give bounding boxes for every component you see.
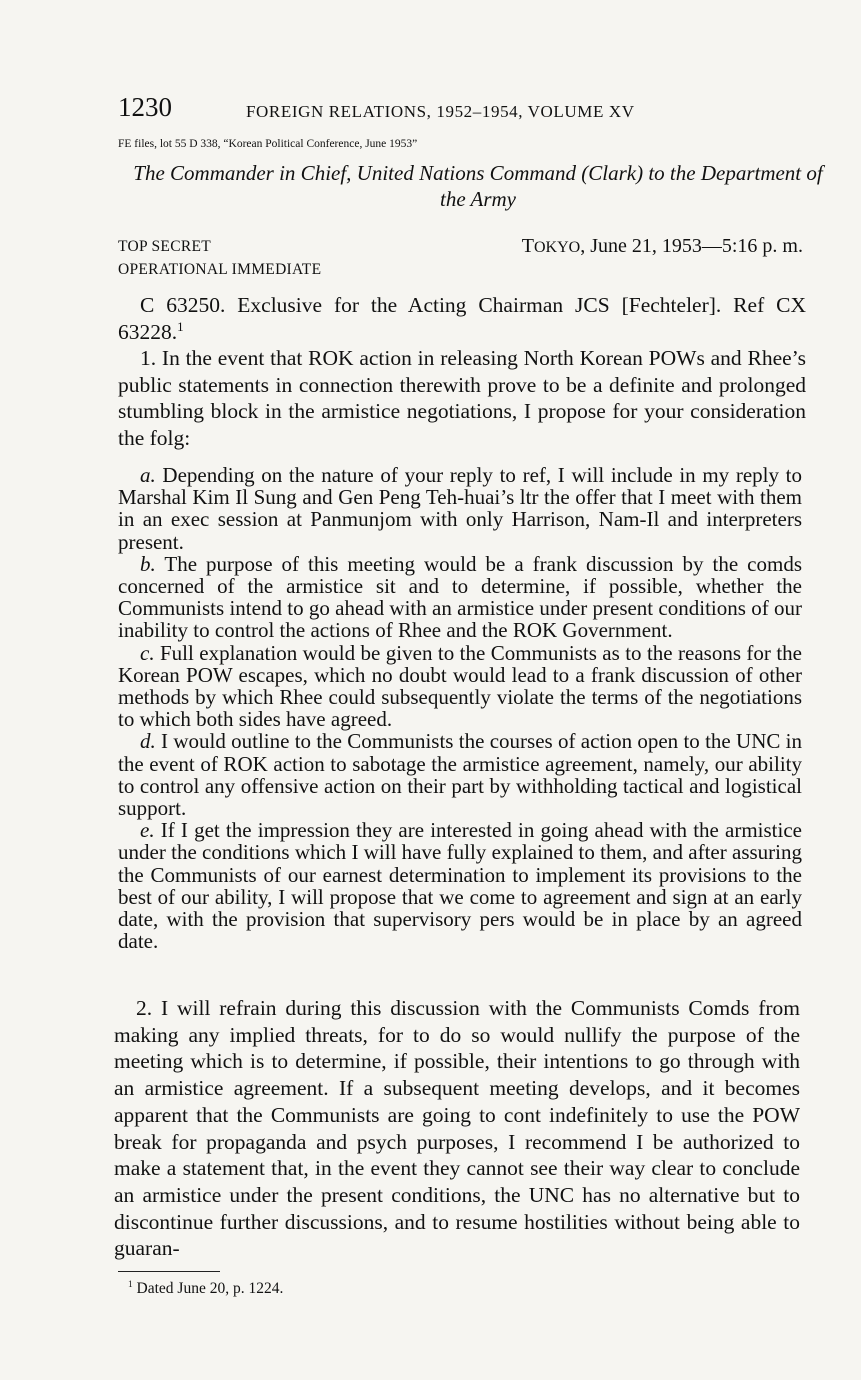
dateline [522,233,803,261]
document-title: The Commander in Chief, United Nations Command (Clark) to the Department of the Army [133,161,823,211]
subparagraph-e [118,819,802,952]
subparagraph-letter: a. [140,463,156,487]
footnote-marker: 1 [128,1279,133,1290]
footnote [128,1279,283,1299]
subparagraph-letter: b. [140,551,156,576]
opening-text: C 63250. Exclusive for the Acting Chairman JCS [Fechteler]. Ref CX 63228. [118,293,806,344]
classification-line-1: TOP SECRET [118,238,212,255]
subparagraph-letter: d. [140,729,156,754]
subparagraph-text: Depending on the nature of your reply to ref, I will include in my reply to Marshal Kim Il Sung and Gen Peng Teh-huai’s ltr the offer that I meet with them in an exec session at Panmunjom with only Harrison, Nam-Il and interpreters present. [118,463,802,554]
running-title: FOREIGN RELATIONS, 1952–1954, VOLUME XV [246,102,635,121]
dateline-place-initial: T [521,235,534,257]
subparagraph-list [118,464,802,952]
subparagraph-d [118,730,802,819]
paragraph-2-section [114,995,800,1262]
footnote-divider [118,1271,220,1272]
subparagraph-text: I would outline to the Communists the courses of action open to the UNC in the event of ROK action to sabotage the armistice agreement, namely, our ability to control any offensive action on their part by withholding tactical and logistical support. [118,729,802,821]
classification-line-2: OPERATIONAL IMMEDIATE [118,261,322,278]
subparagraph-b [118,553,802,642]
subparagraph-letter: c. [140,640,155,665]
paragraph-2: 2. I will refrain during this discussion with the Communists Comds from making any implied threats, for to do so would nullify the purpose of the meeting which is to determine, if possible, their intentions to go through with an armistice agreement. If a subsequent meeting develops, and it becomes apparent that the Communists are going to cont indefinitely to use the POW break for propaganda and psych purposes, I recommend I be authorized to make a statement that, in the event they cannot see their way clear to conclude an armistice under the present conditions, the UNC has no alternative but to discontinue further discussions, and to resume hostilities without being able to guaran- [114,996,800,1261]
paragraph-1: 1. In the event that ROK action in releasing North Korean POWs and Rhee’s public statements in connection therewith prove to be a definite and prolonged stumbling block in the armistice negotiations, I propose for your consideration the folg: [118,346,806,450]
classification [118,235,321,281]
opening-paragraph [118,292,806,345]
subparagraph-letter: e. [140,818,155,843]
opening-section [118,292,806,451]
footnote-text: Dated June 20, p. 1224. [132,1280,284,1297]
subparagraph-text: If I get the impression they are interested in going ahead with the armistice under the conditions which I will have fully explained to them, and after assuring the Communists of our earnest determination to implement its provisions to the best of our ability, I will propose that we come to agreement and sign at an early date, with the provision that supervisory pers would be in place by an agreed date. [118,818,802,954]
page-number: 1230 [118,92,172,122]
subparagraph-a [118,464,802,553]
subparagraph-text: Full explanation would be given to the Communists as to the reasons for the Korean POW escapes, which no doubt would lead to a frank discussion of other methods by which Rhee could subsequently violate the terms of the negotiations to which both sides have agreed. [118,640,802,732]
source-note: FE files, lot 55 D 338, “Korean Political Conference, June 1953” [118,138,418,150]
subparagraph-c [118,642,802,731]
dateline-place-rest: OKYO [534,239,581,256]
subparagraph-text: The purpose of this meeting would be a frank discussion by the comds concerned of the armistice sit and to determine, if possible, whether the Communists intend to go ahead with an armistice under present conditions of our inability to control the actions of Rhee and the ROK Government. [118,551,802,643]
dateline-date: , June 21, 1953—5:16 p. m. [580,235,803,257]
footnote-ref: 1 [177,319,184,334]
